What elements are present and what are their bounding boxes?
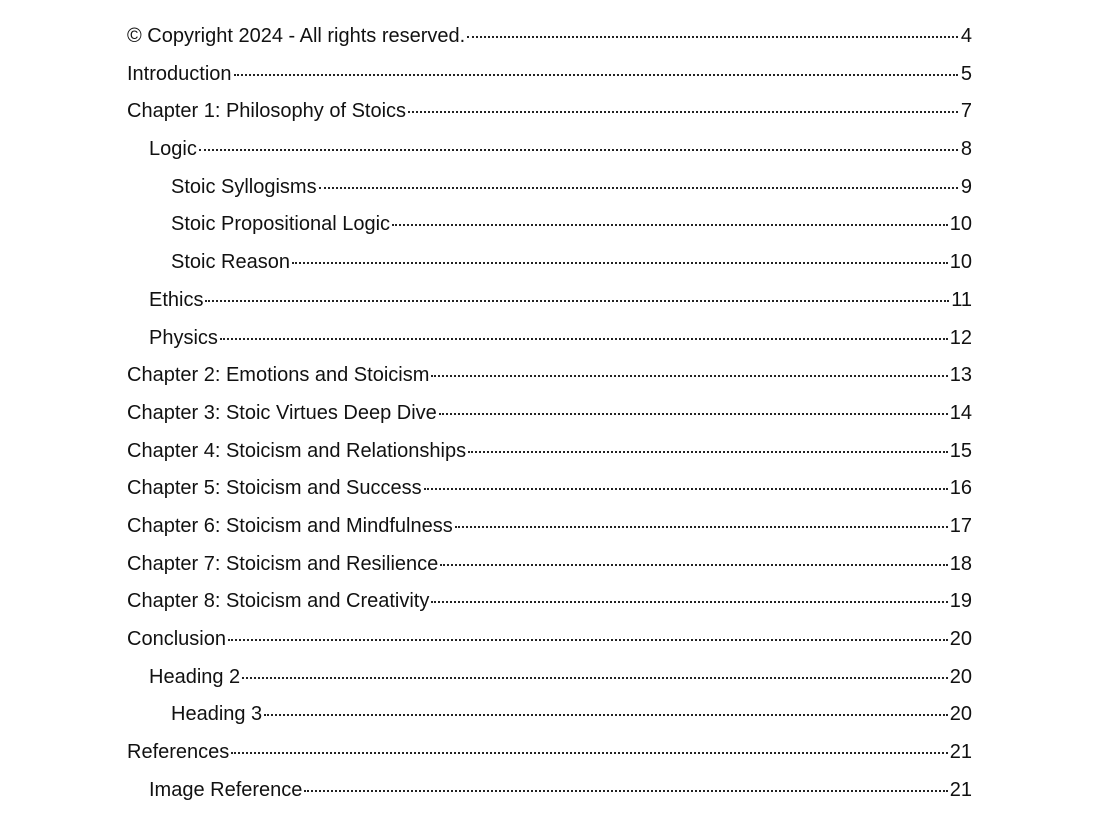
toc-entry-title: © Copyright 2024 - All rights reserved. <box>127 25 466 47</box>
dot-leader <box>392 224 948 226</box>
dot-leader <box>468 451 948 453</box>
toc-entry-chapter-2[interactable] <box>127 357 972 395</box>
dot-leader <box>424 488 948 490</box>
toc-entry-title: Chapter 7: Stoicism and Resilience <box>127 552 439 575</box>
toc-entry-page-number: 4 <box>960 25 972 47</box>
dot-leader <box>304 790 947 792</box>
toc-entry-image-reference[interactable] <box>127 772 972 810</box>
toc-entry-title: Chapter 1: Philosophy of Stoics <box>127 100 407 123</box>
toc-entry-title: Chapter 2: Emotions and Stoicism <box>127 364 430 387</box>
toc-entry-chapter-4[interactable] <box>127 433 972 471</box>
toc-entry-page-number: 14 <box>949 401 972 424</box>
dot-leader <box>199 149 958 151</box>
toc-entry-stoic-reason[interactable] <box>127 244 972 282</box>
toc-entry-title: Stoic Syllogisms <box>171 175 317 198</box>
dot-leader <box>231 752 947 754</box>
toc-entry-page-number: 20 <box>949 628 972 650</box>
toc-entry-title: Stoic Propositional Logic <box>171 213 391 236</box>
toc-entry-title: Heading 2 <box>149 665 241 688</box>
toc-entry-conclusion[interactable] <box>127 621 972 659</box>
toc-entry-stoic-propositional-logic[interactable] <box>127 206 972 244</box>
dot-leader <box>319 187 958 189</box>
toc-entry-page-number: 5 <box>960 62 972 85</box>
dot-leader <box>242 677 948 679</box>
dot-leader <box>431 601 947 603</box>
dot-leader <box>408 111 958 113</box>
toc-entry-page-number: 19 <box>949 590 972 613</box>
toc-entry-page-number: 21 <box>949 741 972 764</box>
toc-entry-page-number: 10 <box>949 213 972 236</box>
toc-entry-title: Chapter 8: Stoicism and Creativity <box>127 590 430 613</box>
toc-entry-chapter-3[interactable] <box>127 395 972 433</box>
toc-entry-copyright[interactable] <box>127 18 972 56</box>
dot-leader <box>439 413 948 415</box>
dot-leader <box>205 300 949 302</box>
dot-leader <box>431 375 947 377</box>
toc-entry-physics[interactable] <box>127 320 972 358</box>
toc-entry-page-number: 12 <box>949 326 972 349</box>
dot-leader <box>440 564 947 566</box>
toc-entry-introduction[interactable] <box>127 56 972 94</box>
toc-entry-title: Ethics <box>149 288 204 311</box>
toc-entry-chapter-7[interactable] <box>127 546 972 584</box>
toc-entry-chapter-1[interactable] <box>127 93 972 131</box>
toc-entry-title: Chapter 6: Stoicism and Mindfulness <box>127 514 453 537</box>
toc-entry-title: Chapter 3: Stoic Virtues Deep Dive <box>127 401 437 424</box>
toc-entry-title: References <box>127 741 230 764</box>
toc-entry-page-number: 21 <box>949 778 972 801</box>
toc-entry-title: Chapter 4: Stoicism and Relationships <box>127 439 467 462</box>
toc-entry-page-number: 20 <box>949 703 972 726</box>
dot-leader <box>467 36 958 38</box>
toc-entry-page-number: 11 <box>951 288 972 311</box>
toc-entry-page-number: 16 <box>949 477 972 500</box>
toc-entry-chapter-5[interactable] <box>127 470 972 508</box>
toc-entry-chapter-6[interactable] <box>127 508 972 546</box>
toc-entry-title: Physics <box>149 326 218 349</box>
toc-entry-stoic-syllogisms[interactable] <box>127 169 972 207</box>
dot-leader <box>234 74 958 76</box>
toc-entry-page-number: 13 <box>949 364 972 387</box>
toc-entry-title: Introduction <box>127 62 232 85</box>
toc-entry-page-number: 18 <box>949 552 972 575</box>
toc-entry-page-number: 15 <box>949 439 972 462</box>
toc-entry-page-number: 17 <box>949 514 972 537</box>
toc-entry-page-number: 8 <box>960 138 972 161</box>
toc-entry-title: Stoic Reason <box>171 251 290 274</box>
dot-leader <box>292 262 948 264</box>
toc-entry-title: Conclusion <box>127 628 226 650</box>
dot-leader <box>228 639 948 641</box>
dot-leader <box>264 714 948 716</box>
toc-entry-page-number: 20 <box>949 665 972 688</box>
dot-leader <box>220 338 948 340</box>
toc-entry-heading-3[interactable] <box>127 696 972 734</box>
toc-entry-title: Logic <box>149 138 197 161</box>
toc-entry-title: Chapter 5: Stoicism and Success <box>127 477 422 500</box>
dot-leader <box>455 526 948 528</box>
toc-entry-heading-2[interactable] <box>127 659 972 697</box>
toc-entry-chapter-8[interactable] <box>127 583 972 621</box>
toc-entry-ethics[interactable] <box>127 282 972 320</box>
toc-entry-title: Heading 3 <box>171 703 263 726</box>
toc-entry-references[interactable] <box>127 734 972 772</box>
toc-entry-title: Image Reference <box>149 778 303 801</box>
toc-entry-page-number: 7 <box>960 100 972 123</box>
toc-entry-page-number: 10 <box>949 251 972 274</box>
table-of-contents <box>127 18 972 809</box>
toc-entry-logic[interactable] <box>127 131 972 169</box>
toc-entry-page-number: 9 <box>960 175 972 198</box>
